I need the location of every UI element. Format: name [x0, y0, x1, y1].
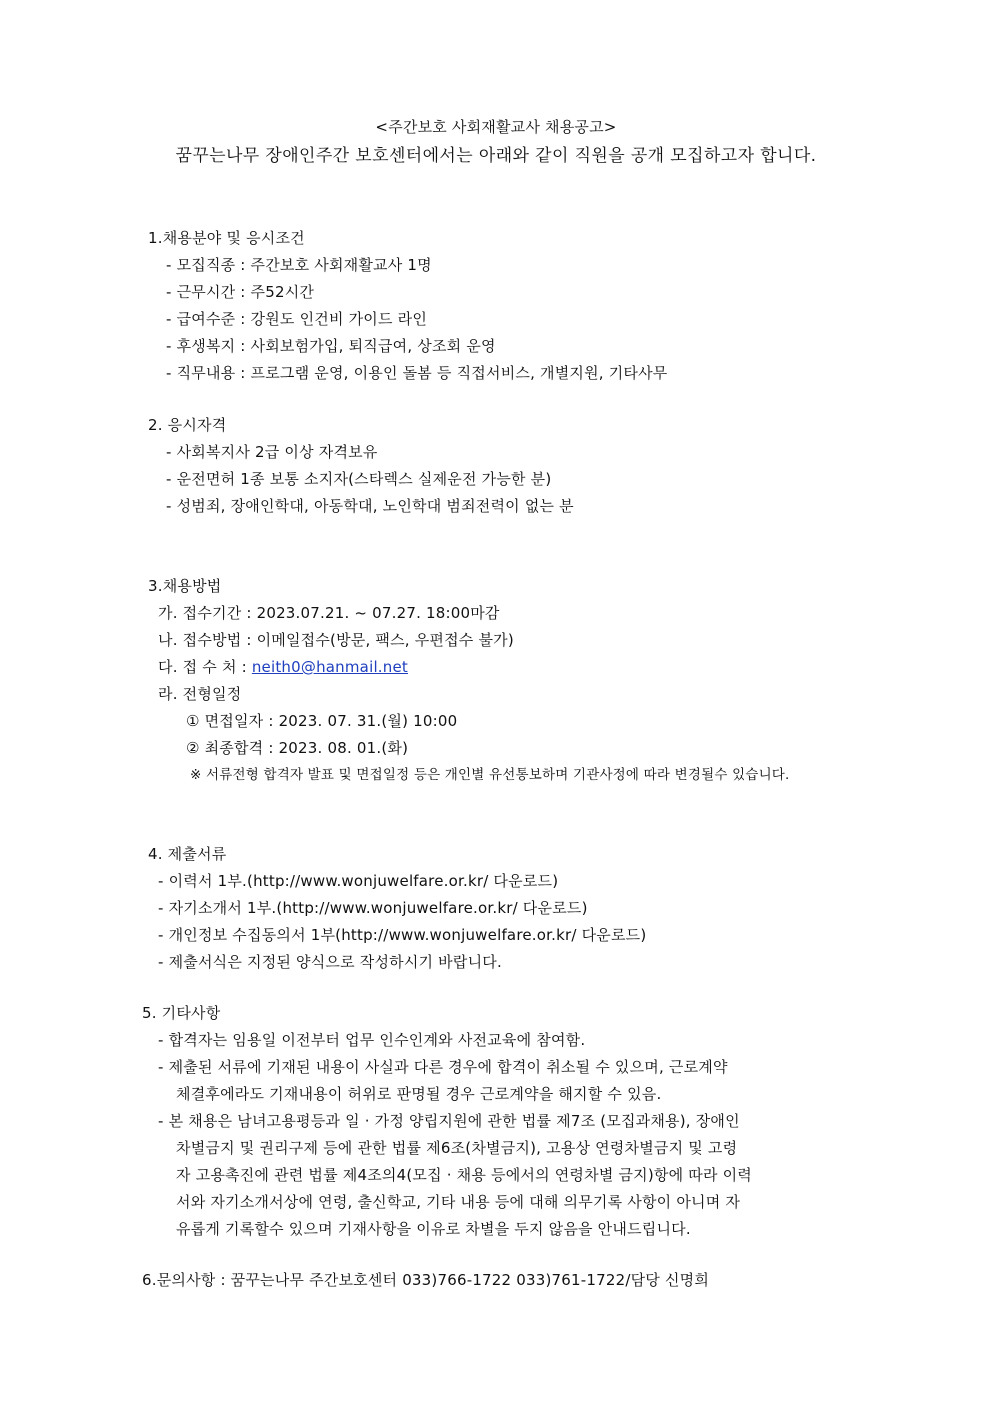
- document-title: <주간보호 사회재활교사 채용공고>: [375, 118, 617, 136]
- section-2-heading: 2. 응시자격: [148, 416, 227, 434]
- section-4-heading: 4. 제출서류: [148, 845, 227, 863]
- notice-line: 체결후에라도 기재내용이 허위로 판명될 경우 근로계약을 해지할 수 있음.: [176, 1085, 662, 1103]
- section-5-heading: 5. 기타사항: [142, 1004, 221, 1022]
- schedule-note: ※ 서류전형 합격자 발표 및 면접일정 등은 개인별 유선통보하며 기관사정에 따라 변경될수 있습니다.: [190, 767, 790, 783]
- section-2-item: - 사회복지사 2급 이상 자격보유: [166, 443, 378, 461]
- section-1-item: - 모집직종 : 주간보호 사회재활교사 1명: [166, 256, 432, 274]
- interview-date: ① 면접일자 : 2023. 07. 31.(월) 10:00: [186, 712, 458, 730]
- section-2-item: - 운전면허 1종 보통 소지자(스타렉스 실제운전 가능한 분): [166, 470, 552, 488]
- notice-line: - 본 채용은 남녀고용평등과 일 · 가정 양립지원에 관한 법률 제7조 (모집과채용), 장애인: [158, 1112, 740, 1130]
- section-1-item: - 직무내용 : 프로그램 운영, 이용인 돌봄 등 직접서비스, 개별지원, 기타사무: [166, 364, 668, 382]
- application-method: 나. 접수방법 : 이메일접수(방문, 팩스, 우편접수 불가): [158, 631, 514, 649]
- document-item: - 이력서 1부.(http://www.wonjuwelfare.or.kr/ 다운로드): [158, 872, 559, 890]
- section-1-item: - 근무시간 : 주52시간: [166, 283, 315, 301]
- application-period: 가. 접수기간 : 2023.07.21. ~ 07.27. 18:00마감: [158, 604, 500, 622]
- email-link[interactable]: neith0@hanmail.net: [251, 658, 408, 676]
- contact-info: 6.문의사항 : 꿈꾸는나무 주간보호센터 033)766-1722 033)761-1722/담당 신명희: [142, 1271, 710, 1289]
- section-3-heading: 3.채용방법: [148, 577, 222, 595]
- selection-schedule: 라. 전형일정: [158, 685, 242, 703]
- notice-line: - 합격자는 임용일 이전부터 업무 인수인계와 사전교육에 참여함.: [158, 1031, 586, 1049]
- document-item: - 제출서식은 지정된 양식으로 작성하시기 바랍니다.: [158, 953, 502, 971]
- section-1-heading: 1.채용분야 및 응시조건: [148, 229, 305, 247]
- notice-line: 자 고용촉진에 관련 법률 제4조의4(모집 · 채용 등에서의 연령차별 금지)항에 따라 이력: [176, 1166, 752, 1184]
- notice-line: 서와 자기소개서상에 연령, 출신학교, 기타 내용 등에 대해 의무기록 사항이 아니며 자: [176, 1193, 741, 1211]
- notice-line: 차별금지 및 권리구제 등에 관한 법률 제6조(차별금지), 고용상 연령차별금지 및 고령: [176, 1139, 738, 1157]
- section-2-item: - 성범죄, 장애인학대, 아동학대, 노인학대 범죄전력이 없는 분: [166, 497, 574, 515]
- application-place-label: 다. 접 수 처 :: [158, 658, 252, 676]
- section-1-item: - 후생복지 : 사회보험가입, 퇴직급여, 상조회 운영: [166, 337, 496, 355]
- document-item: - 개인정보 수집동의서 1부(http://www.wonjuwelfare.or.kr/ 다운로드): [158, 926, 647, 944]
- document-item: - 자기소개서 1부.(http://www.wonjuwelfare.or.kr/ 다운로드): [158, 899, 588, 917]
- final-result-date: ② 최종합격 : 2023. 08. 01.(화): [186, 739, 409, 757]
- section-1-item: - 급여수준 : 강원도 인건비 가이드 라인: [166, 310, 428, 328]
- application-place: [158, 657, 408, 677]
- notice-line: 유롭게 기록할수 있으며 기재사항을 이유로 차별을 두지 않음을 안내드립니다.: [176, 1220, 691, 1238]
- document-subtitle: 꿈꾸는나무 장애인주간 보호센터에서는 아래와 같이 직원을 공개 모집하고자 합니다.: [175, 146, 817, 166]
- notice-line: - 제출된 서류에 기재된 내용이 사실과 다른 경우에 합격이 취소될 수 있으며, 근로계약: [158, 1058, 728, 1076]
